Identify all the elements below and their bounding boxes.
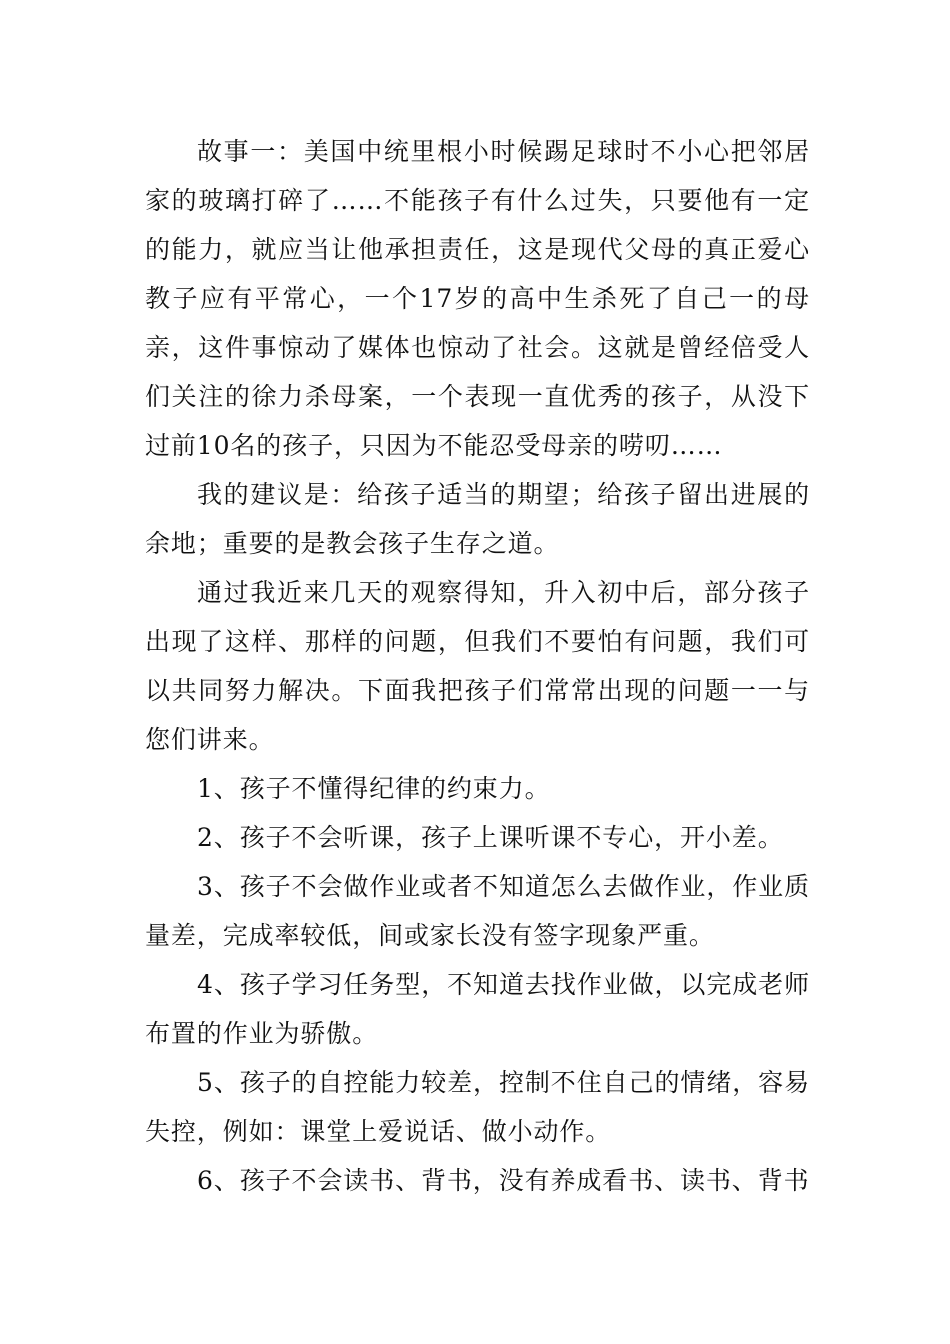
advice-paragraph: 我的建议是：给孩子适当的期望；给孩子留出进展的余地；重要的是教会孩子生存之道。 xyxy=(145,480,810,558)
story-one-paragraph: 故事一：美国中统里根小时候踢足球时不小心把邻居家的玻璃打碎了……不能孩子有什么过失，只要他有一定的能力，就应当让他承担责任，这是现代父母的真正爱心教子应有平常心，一个17岁的高中生杀死了自己一的母亲，这件事惊动了媒体也惊动了社会。这就是曾经倍受人们关注的徐力杀母案，一个表现一直优秀的孩子，从没下过前10名的孩子，只因为不能忍受母亲的唠叨…… xyxy=(145,137,810,460)
problem-item-2: 2、孩子不会听课，孩子上课听课不专心，开小差。 xyxy=(197,823,784,852)
problem-item-5: 5、孩子的自控能力较差，控制不住自己的情绪，容易失控，例如：课堂上爱说话、做小动作。 xyxy=(145,1068,810,1146)
observation-paragraph: 通过我近来几天的观察得知，升入初中后，部分孩子出现了这样、那样的问题，但我们不要怕有问题，我们可以共同努力解决。下面我把孩子们常常出现的问题一一与您们讲来。 xyxy=(145,578,810,754)
problem-item-1: 1、孩子不懂得纪律的约束力。 xyxy=(197,774,551,803)
problem-item-6: 6、孩子不会读书、背书，没有养成看书、读书、背书 xyxy=(197,1166,810,1195)
problem-item-3: 3、孩子不会做作业或者不知道怎么去做作业，作业质量差，完成率较低，间或家长没有签字现象严重。 xyxy=(145,872,810,950)
document-page xyxy=(145,127,810,1205)
problem-item-4: 4、孩子学习任务型，不知道去找作业做，以完成老师布置的作业为骄傲。 xyxy=(145,970,810,1048)
